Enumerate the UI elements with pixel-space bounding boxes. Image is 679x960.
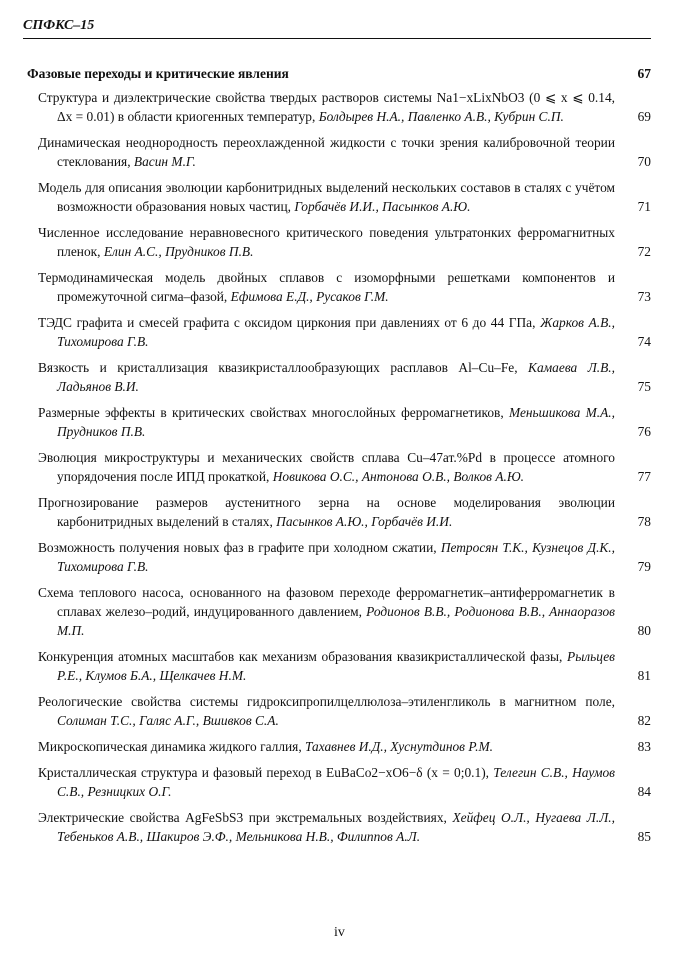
entry-title: Динамическая неоднородность переохлажденной жидкости с точки зрения калибровочной теории стеклования, bbox=[38, 135, 615, 169]
entry-authors: Жарков А.В., Тихомирова Г.В. bbox=[57, 315, 615, 349]
entry-page-number: 82 bbox=[637, 713, 651, 728]
toc-entry bbox=[38, 647, 651, 685]
entry-title: Конкуренция атомных масштабов как механизм образования квазикристаллической фазы, bbox=[38, 649, 563, 664]
entry-authors: Меньшикова М.А., Прудников П.В. bbox=[57, 405, 615, 439]
toc-entry bbox=[38, 223, 651, 261]
toc-entry bbox=[38, 737, 651, 756]
entry-title: Прогнозирование размеров аустенитного зерна на основе моделирования эволюции карбонитридных выделений в сталях, bbox=[38, 495, 615, 529]
entry-authors: Ефимова Е.Д., Русаков Г.М. bbox=[230, 289, 389, 304]
entry-page-number: 75 bbox=[637, 379, 651, 394]
entry-title: Микроскопическая динамика жидкого галлия, bbox=[38, 739, 302, 754]
entry-page-number: 72 bbox=[637, 244, 651, 259]
section-heading bbox=[27, 66, 651, 82]
entry-title: Схема теплового насоса, основанного на фазовом переходе ферромагнетик–антиферромагнетик в сплавах железо–родий, индуцированного давлением, bbox=[38, 585, 615, 619]
entry-page-number: 80 bbox=[637, 623, 651, 638]
toc-entry bbox=[38, 268, 651, 306]
toc-entry bbox=[38, 763, 651, 801]
entry-authors: Васин М.Г. bbox=[133, 154, 196, 169]
entry-page-number: 70 bbox=[637, 154, 651, 169]
toc-entry bbox=[38, 538, 651, 576]
toc-entry bbox=[38, 403, 651, 441]
entry-title: Структура и диэлектрические свойства твердых растворов системы Na1−xLixNbO3 (0 ⩽ x ⩽ 0.14, Δx = 0.01) в области криогенных температур, bbox=[38, 90, 615, 124]
entry-title: Численное исследование неравновесного критического поведения ультратонких ферромагнитных пленок, bbox=[38, 225, 615, 259]
entry-title: Эволюция микроструктуры и механических свойств сплава Cu–47ат.%Pd в процессе атомного упорядочения после ИПД прокаткой, bbox=[38, 450, 615, 484]
entry-page-number: 79 bbox=[637, 559, 651, 574]
entry-title: Термодинамическая модель двойных сплавов с изоморфными решетками компонентов и промежуточной сигма–фазой, bbox=[38, 270, 615, 304]
toc-entry bbox=[38, 493, 651, 531]
toc-entry bbox=[38, 133, 651, 171]
entry-page-number: 83 bbox=[637, 739, 651, 754]
toc-entry bbox=[38, 583, 651, 640]
entry-page-number: 77 bbox=[637, 469, 651, 484]
page-number: iv bbox=[334, 925, 345, 940]
entry-page-number: 81 bbox=[637, 668, 651, 683]
entry-page-number: 76 bbox=[637, 424, 651, 439]
entry-page-number: 84 bbox=[637, 784, 651, 799]
entry-page-number: 71 bbox=[637, 199, 651, 214]
entry-title: Модель для описания эволюции карбонитридных выделений нескольких составов в сталях с учётом возможности образования новых частиц, bbox=[38, 180, 615, 214]
entry-authors: Елин А.С., Прудников П.В. bbox=[103, 244, 254, 259]
entry-title: Реологические свойства системы гидроксипропилцеллюлоза–этиленгликоль в магнитном поле, bbox=[38, 694, 615, 709]
entry-page-number: 69 bbox=[637, 109, 651, 124]
toc-entry bbox=[38, 692, 651, 730]
entry-authors: Болдырев Н.А., Павленко А.В., Кубрин С.П. bbox=[318, 109, 564, 124]
entry-title: Размерные эффекты в критических свойствах многослойных ферромагнетиков, bbox=[38, 405, 504, 420]
entry-title: Вязкость и кристаллизация квазикристаллообразующих расплавов Al–Cu–Fe, bbox=[38, 360, 518, 375]
entry-page-number: 74 bbox=[637, 334, 651, 349]
entry-authors: Солиман Т.С., Галяс А.Г., Вшивков С.А. bbox=[57, 713, 279, 728]
entry-title: Кристаллическая структура и фазовый переход в EuBaCo2−xO6−δ (x = 0;0.1), bbox=[38, 765, 489, 780]
section-title: Фазовые переходы и критические явления bbox=[27, 66, 289, 81]
toc-entry bbox=[38, 358, 651, 396]
entry-authors: Телегин С.В., Наумов С.В., Резницких О.Г. bbox=[57, 765, 615, 799]
section-page-number: 67 bbox=[637, 66, 651, 81]
entry-title: ТЭДС графита и смесей графита с оксидом циркония при давлениях от 6 до 44 ГПа, bbox=[38, 315, 536, 330]
running-header-title: СПФКС–15 bbox=[23, 18, 95, 33]
entry-authors: Тахавнев И.Д., Хуснутдинов Р.М. bbox=[305, 739, 494, 754]
toc-entry bbox=[38, 178, 651, 216]
toc-entry bbox=[38, 313, 651, 351]
entry-authors: Рыльцев Р.Е., Клумов Б.А., Щелкачев Н.М. bbox=[57, 649, 615, 683]
entry-authors: Новикова О.С., Антонова О.В., Волков А.Ю. bbox=[272, 469, 525, 484]
entry-title: Возможность получения новых фаз в графите при холодном сжатии, bbox=[38, 540, 437, 555]
toc-entry bbox=[38, 448, 651, 486]
toc-entry bbox=[38, 808, 651, 846]
entry-page-number: 78 bbox=[637, 514, 651, 529]
entry-authors: Горбачёв И.И., Пасынков А.Ю. bbox=[294, 199, 471, 214]
entry-authors: Петросян Т.К., Кузнецов Д.К., Тихомирова Г.В. bbox=[57, 540, 616, 574]
entry-page-number: 85 bbox=[637, 829, 651, 844]
running-header bbox=[23, 16, 651, 39]
toc-entry bbox=[38, 88, 651, 126]
entry-page-number: 73 bbox=[637, 289, 651, 304]
entry-authors: Камаева Л.В., Ладьянов В.И. bbox=[57, 360, 615, 394]
toc-entries bbox=[38, 88, 651, 853]
page-footer bbox=[0, 925, 679, 941]
entry-authors: Пасынков А.Ю., Горбачёв И.И. bbox=[276, 514, 453, 529]
entry-authors: Родионов В.В., Родионова В.В., Аннаоразов М.П. bbox=[57, 604, 615, 638]
entry-authors: Хейфец О.Л., Нугаева Л.Л., Тебеньков А.В., Шакиров Э.Ф., Мельникова Н.В., Филиппов А.Л. bbox=[57, 810, 615, 844]
entry-title: Электрические свойства AgFeSbS3 при экстремальных воздействиях, bbox=[38, 810, 447, 825]
